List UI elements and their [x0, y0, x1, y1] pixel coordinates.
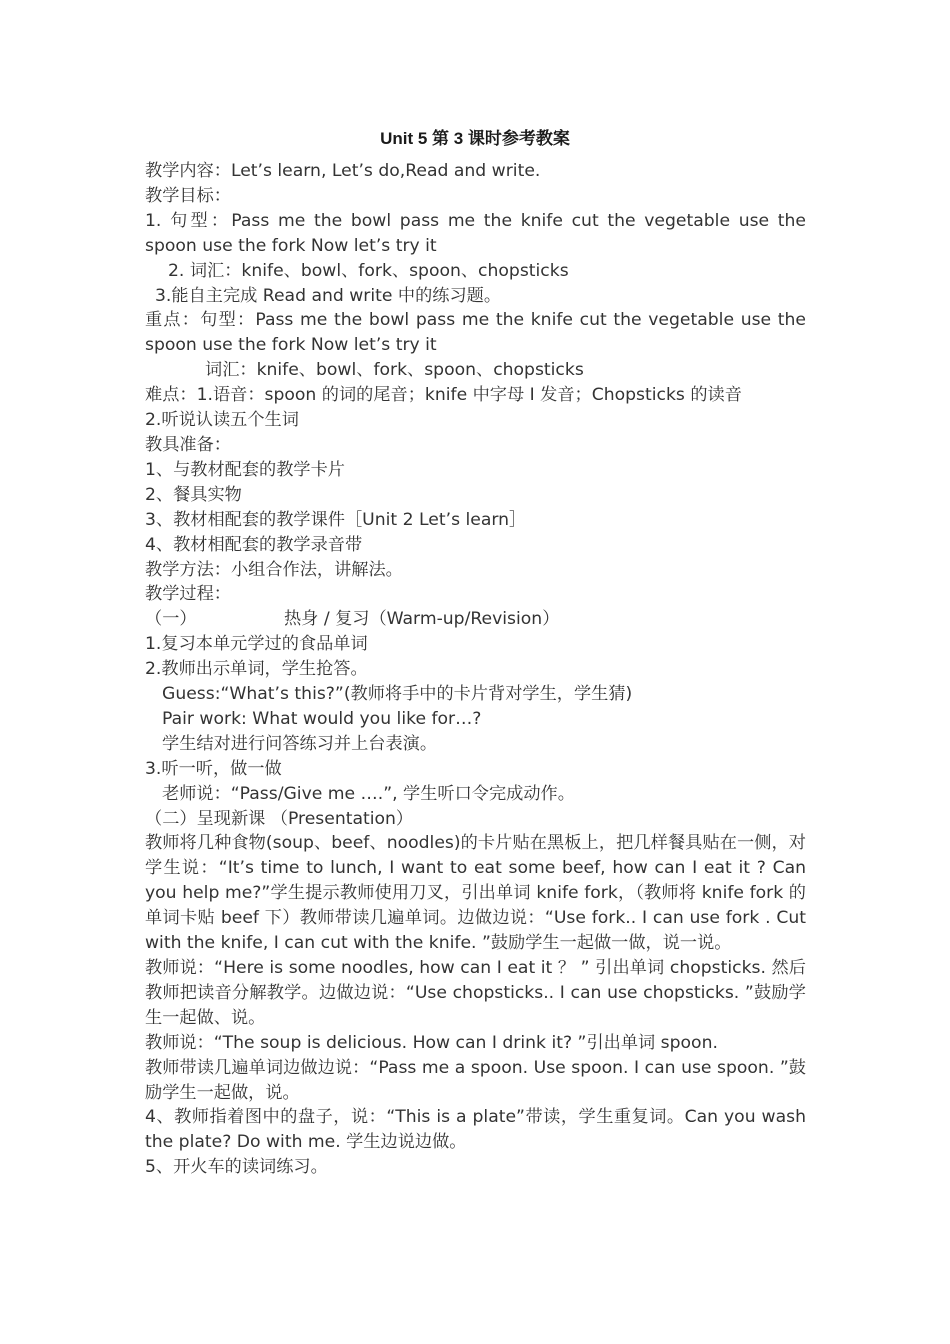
text-line: 学生结对进行问答练习并上台表演。 — [162, 733, 438, 754]
text-line: 1.复习本单元学过的食品单词 — [145, 634, 368, 655]
text-line: 3、教材相配套的教学课件［Unit 2 Let’s learn］ — [145, 509, 527, 530]
text-line: 教学目标： — [145, 185, 231, 206]
text-line: 2、餐具实物 — [145, 484, 242, 505]
text-line: 2. 词汇：knife、bowl、fork、spoon、chopsticks — [168, 260, 569, 281]
text-line: 教学内容：Let’s learn, Let’s do,Read and write. — [145, 161, 541, 181]
text-line: 1、与教材配套的教学卡片 — [145, 459, 345, 480]
text-line: 5、开火车的读词练习。 — [145, 1157, 328, 1178]
text-paragraph: 1. 句型：Pass me the bowl pass me the knife cut the vegetable use the spoon use the fork Now let’s try it — [145, 210, 806, 256]
text-line: 教师说：“The soup is delicious. How can I drink it? ”引出单词 spoon. — [145, 1032, 718, 1053]
text-line: 老师说：“Pass/Give me ….”, 学生听口令完成动作。 — [162, 783, 575, 804]
text-paragraph: 教师带读几遍单词边做边说：“Pass me a spoon. Use spoon. I can use spoon. ”鼓励学生一起做，说。 — [145, 1057, 806, 1103]
text-line: 教学过程： — [145, 584, 231, 605]
text-line: 3.听一听，做一做 — [145, 758, 282, 779]
text-line: 4、教材相配套的教学录音带 — [145, 534, 363, 555]
text-line: 难点：1.语音：spoon 的词的尾音；knife 中字母 I 发音；Chopsticks 的读音 — [145, 385, 742, 406]
text-paragraph: 4、教师指着图中的盘子，说：“This is a plate”带读，学生重复词。Can you wash the plate? Do with me. 学生边说边做。 — [145, 1107, 806, 1153]
text-line: Guess:“What’s this?”(教师将手中的卡片背对学生，学生猜) — [162, 684, 633, 705]
text-line: 词汇：knife、bowl、fork、spoon、chopsticks — [205, 360, 584, 381]
text-line: 2.教师出示单词，学生抢答。 — [145, 659, 368, 680]
text-line: 2.听说认读五个生词 — [145, 410, 299, 431]
text-line: Pair work: What would you like for…? — [162, 708, 482, 729]
document-body — [145, 159, 806, 1180]
text-paragraph: 教师将几种食物(soup、beef、noodles)的卡片贴在黑板上，把几样餐具贴在一侧，对学生说：“It’s time to lunch, I want to eat some beef, how can I eat it ? Can you help me?”学生提示教师使用刀叉，引出单词 knife fork，（教师将 knife fork 的单词卡贴 beef 下）教师带读几遍单词。边做边说：“Use fork.. I can use fork . Cut with the knife, I can cut with the knife. ”鼓励学生一起做一做，说一说。 — [145, 833, 806, 954]
page-title: Unit 5 第 3 课时参考教案 — [380, 129, 570, 148]
section-heading: （二）呈现新课 （Presentation） — [145, 808, 414, 829]
text-line: 教具准备： — [145, 434, 231, 455]
text-line: 教学方法：小组合作法，讲解法。 — [145, 559, 403, 580]
section-heading: （一） 热身 / 复习（Warm-up/Revision） — [145, 609, 560, 630]
text-paragraph: 重点：句型：Pass me the bowl pass me the knife cut the vegetable use the spoon use the fork Now let’s try it — [145, 310, 806, 356]
text-line: 3.能自主完成 Read and write 中的练习题。 — [155, 285, 502, 306]
text-paragraph: 教师说：“Here is some noodles, how can I eat it ？ ” 引出单词 chopsticks. 然后教师把读音分解教学。边做边说：“Use chopsticks.. I can use chopsticks. ”鼓励学生一起做、说。 — [145, 958, 806, 1028]
